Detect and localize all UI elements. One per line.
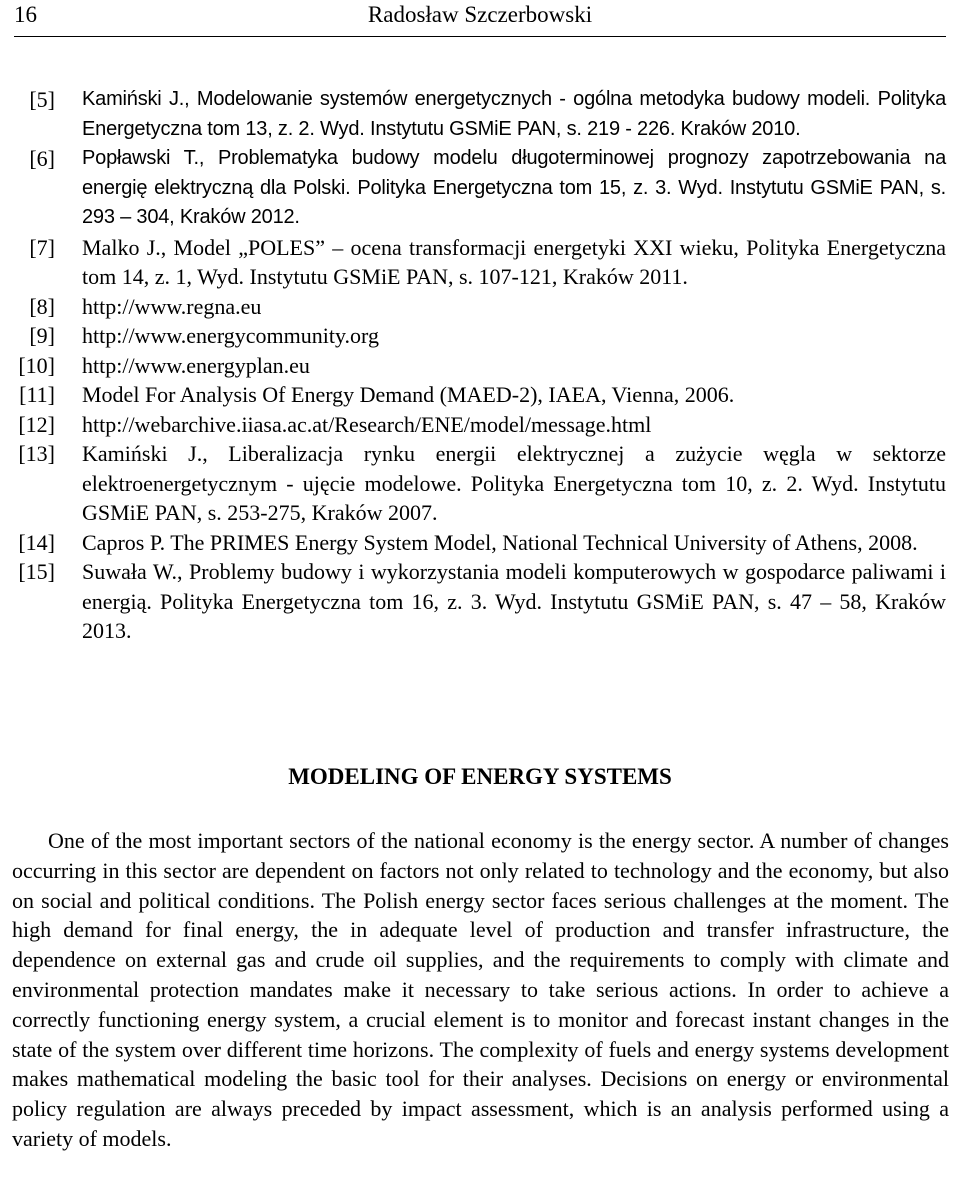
reference-number: [12] (18, 411, 55, 437)
reference-text: http://webarchive.iiasa.ac.at/Research/ENE/model/message.html (82, 411, 652, 437)
reference-text: Suwała W., Problemy budowy i wykorzystania modeli komputerowych w gospodarce paliwami i energią. Polityka Energetyczna tom 16, z. 3. Wyd. Instytutu GSMiE PAN, s. 47 – 58, Kraków 2013. (82, 559, 946, 643)
reference-number: [13] (18, 441, 55, 466)
page-header (14, 2, 946, 37)
reference-text: http://www.energycommunity.org (82, 323, 379, 348)
reference-number: [14] (18, 529, 55, 555)
reference-text: Capros P. The PRIMES Energy System Model, National Technical University of Athens, 2008. (82, 529, 918, 555)
reference-entry (0, 557, 960, 646)
reference-number: [9] (29, 323, 55, 348)
reference-list (0, 85, 960, 646)
reference-text: http://www.regna.eu (82, 293, 262, 319)
reference-entry (0, 321, 960, 351)
reference-entry (0, 351, 960, 381)
reference-number: [10] (18, 352, 55, 378)
reference-entry (0, 528, 960, 558)
reference-text: Model For Analysis Of Energy Demand (MAED-2), IAEA, Vienna, 2006. (82, 382, 735, 407)
reference-text: Kamiński J., Liberalizacja rynku energii elektrycznej a zużycie węgla w sektorze elektroenergetycznym - ujęcie modelowe. Polityka Energetyczna tom 10, z. 2. Wyd. Instytutu GSMiE PAN, s. 253-275, Kraków 2007. (82, 441, 946, 525)
reference-number: [7] (29, 234, 55, 260)
reference-text: Malko J., Model „POLES” – ocena transformacji energetyki XXI wieku, Polityka Energetyczna tom 14, z. 1, Wyd. Instytutu GSMiE PAN, s. 107-121, Kraków 2011. (82, 234, 946, 289)
reference-entry (0, 233, 960, 292)
reference-number: [15] (18, 559, 55, 584)
running-head-author: Radosław Szczerbowski (367, 2, 593, 27)
reference-number: [11] (19, 382, 55, 407)
reference-entry (0, 380, 960, 410)
reference-number: [6] (29, 146, 55, 171)
reference-text: Popławski T., Problematyka budowy modelu długoterminowej prognozy zapotrzebowania na energię elektryczną dla Polski. Polityka Energetyczna tom 15, z. 3. Wyd. Instytutu GSMiE PAN, s. 293 – 304, Kraków 2012. (82, 147, 946, 228)
reference-number: [8] (29, 293, 55, 319)
reference-entry (0, 292, 960, 322)
page-number: 16 (14, 2, 37, 27)
reference-text: http://www.energyplan.eu (82, 352, 310, 378)
reference-entry (0, 85, 960, 144)
reference-entry (0, 144, 960, 233)
reference-entry (0, 410, 960, 440)
reference-entry (0, 439, 960, 528)
reference-text: Kamiński J., Modelowanie systemów energetycznych - ogólna metodyka budowy modeli. Polityka Energetyczna tom 13, z. 2. Wyd. Instytutu GSMiE PAN, s. 219 - 226. Kraków 2010. (82, 88, 946, 140)
reference-number: [5] (29, 87, 55, 112)
abstract-body: One of the most important sectors of the national economy is the energy sector. A number of changes occurring in this sector are dependent on factors not only related to technology and the economy, but also on social and political conditions. The Polish energy sector faces serious challenges at the moment. The high demand for final energy, the in adequate level of production and transfer infrastructure, the dependence on external gas and crude oil supplies, and the requirements to comply with climate and environmental protection mandates make it necessary to take serious actions. In order to achieve a correctly functioning energy system, a crucial element is to monitor and forecast instant changes in the state of the system over different time horizons. The complexity of fuels and energy systems development makes mathematical modeling the basic tool for their analyses. Decisions on energy or environmental policy regulation are always preceded by impact assessment, which is an analysis performed using a variety of models. (12, 828, 949, 1151)
abstract-title: MODELING OF ENERGY SYSTEMS (288, 764, 672, 789)
